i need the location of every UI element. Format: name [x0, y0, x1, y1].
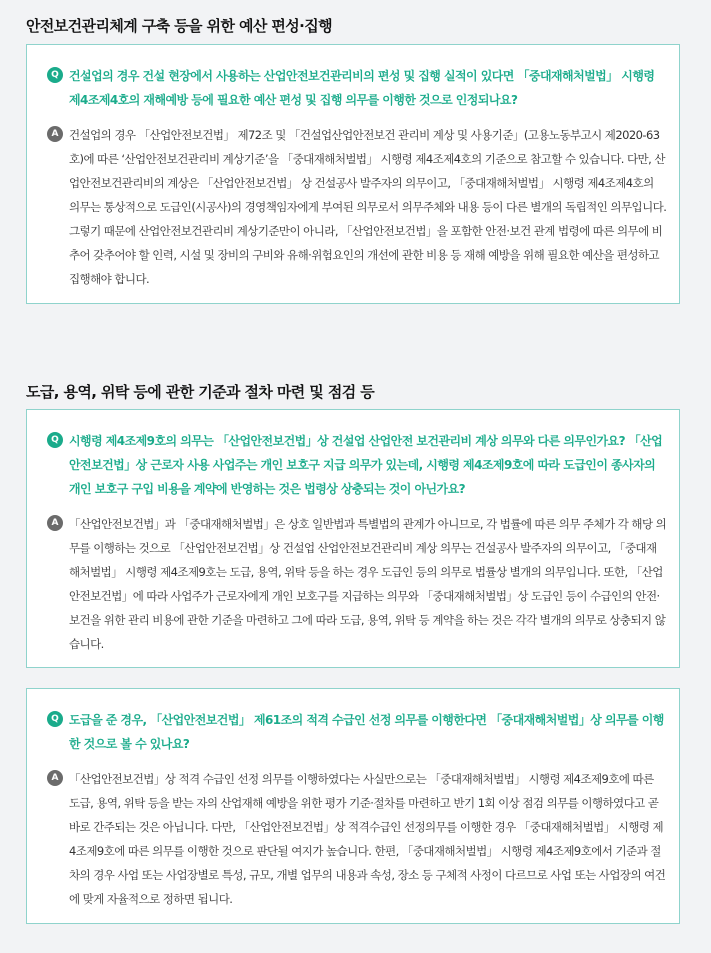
section-title-budget: 안전보건관리체계 구축 등을 위한 예산 편성·집행: [26, 17, 333, 35]
answer-text: 「산업안전보건법」상 적격 수급인 선정 의무를 이행하였다는 사실만으로는 「중대재해처벌법」 시행령 제4조제9호에 따른 도급, 용역, 위탁 등을 받는 자의 산업재해 예방을 위한 평가 기준·절차를 마련하고 반기 1회 이상 점검 의무를 이행하였다고 곧바로 간주되는 것은 아닙니다. 다만, 「산업안전보건법」상 적격수급인 선정의무를 이행한 경우 「중대재해처벌법」 시행령 제4조제9호에 따른 의무를 이행한 것으로 판단될 여지가 높습니다. 한편, 「중대재해처벌법」 시행령 제4조제9호에서 기준과 절차의 경우 사업 또는 사업장별로 특성, 규모, 개별 업무의 내용과 속성, 장소 등 구체적 사정이 다르므로 사업 또는 사업장의 여건에 맞게 자율적으로 정하면 됩니다.: [69, 772, 666, 906]
question-text: 건설업의 경우 건설 현장에서 사용하는 산업안전보건관리비의 편성 및 집행 실적이 있다면 「중대재해처벌법」 시행령 제4조제4호의 재해예방 등에 필요한 예산 편성 및 집행 의무를 이행한 것으로 인정되나요?: [69, 69, 655, 107]
answer-text: 「산업안전보건법」과 「중대재해처벌법」은 상호 일반법과 특별법의 관계가 아니므로, 각 법률에 따른 의무 주체가 각 해당 의무를 이행하는 것으로 「산업안전보건법」상 건설업 산업안전보건관리비 계상 의무는 건설공사 발주자의 의무이고, 「중대재해처벌법」 시행령 제4조제9호는 도급, 용역, 위탁 등을 하는 경우 도급인 등의 의무로 법률상 별개의 의무입니다. 또한, 「산업안전보건법」에 따라 사업주가 근로자에게 개인 보호구를 지급하는 의무와 「중대재해처벌법」상 도급인 등이 수급인의 안전·보건을 위한 관리 비용에 관한 기준을 마련하고 그에 따라 도급, 용역, 위탁 등 계약을 하는 것은 각각 별개의 의무로 상충되지 않습니다.: [69, 517, 667, 651]
qa-card-budget: [26, 44, 680, 304]
question-block: [47, 708, 667, 756]
answer-text: 건설업의 경우 「산업안전보건법」 제72조 및 「건설업산업안전보건 관리비 계상 및 사용기준」(고용노동부고시 제2020-63호)에 따른 ‘산업안전보건관리비 계상기준’을 「중대재해처벌법」 시행령 제4조제4호의 기준으로 참고할 수 있습니다. 다만, 산업안전보건관리비의 계상은 「산업안전보건법」 상 건설공사 발주자의 의무이고, 「중대재해처벌법」 시행령 제4조제4호의 의무는 통상적으로 도급인(시공사)의 경영책임자에게 부여된 의무로서 의무주체와 내용 등이 다른 별개의 독립적인 의무입니다. 그렇기 때문에 산업안전보건관리비 계상기준만이 아니라, 「산업안전보건법」을 포함한 안전·보건 관계 법령에 따른 의무에 비추어 갖추어야 할 인력, 시설 및 장비의 구비와 유해·위험요인의 개선에 관한 비용 등 재해 예방을 위해 필요한 예산을 편성하고 집행해야 합니다.: [69, 128, 667, 286]
question-badge: Q: [47, 432, 63, 448]
answer-block: [47, 512, 667, 656]
question-block: [47, 64, 667, 112]
qa-card-subcontract-2: [26, 688, 680, 924]
section-title-subcontract: 도급, 용역, 위탁 등에 관한 기준과 절차 마련 및 점검 등: [26, 383, 375, 401]
qa-card-subcontract-1: [26, 409, 680, 668]
answer-badge: A: [47, 770, 63, 786]
question-text: 시행령 제4조제9호의 의무는 「산업안전보건법」상 건설업 산업안전 보건관리비 계상 의무와 다른 의무인가요? 「산업안전보건법」상 근로자 사용 사업주는 개인 보호구 지급 의무가 있는데, 시행령 제4조제9호에 따라 도급인이 종사자의 개인 보호구 구입 비용을 계약에 반영하는 것은 법령상 상충되는 것이 아닌가요?: [69, 434, 663, 496]
answer-badge: A: [47, 515, 63, 531]
answer-badge: A: [47, 126, 63, 142]
question-badge: Q: [47, 67, 63, 83]
answer-block: [47, 123, 667, 291]
question-text: 도급을 준 경우, 「산업안전보건법」 제61조의 적격 수급인 선정 의무를 이행한다면 「중대재해처벌법」상 의무를 이행한 것으로 볼 수 있나요?: [69, 713, 664, 751]
question-block: [47, 429, 667, 501]
answer-block: [47, 767, 667, 911]
question-badge: Q: [47, 711, 63, 727]
